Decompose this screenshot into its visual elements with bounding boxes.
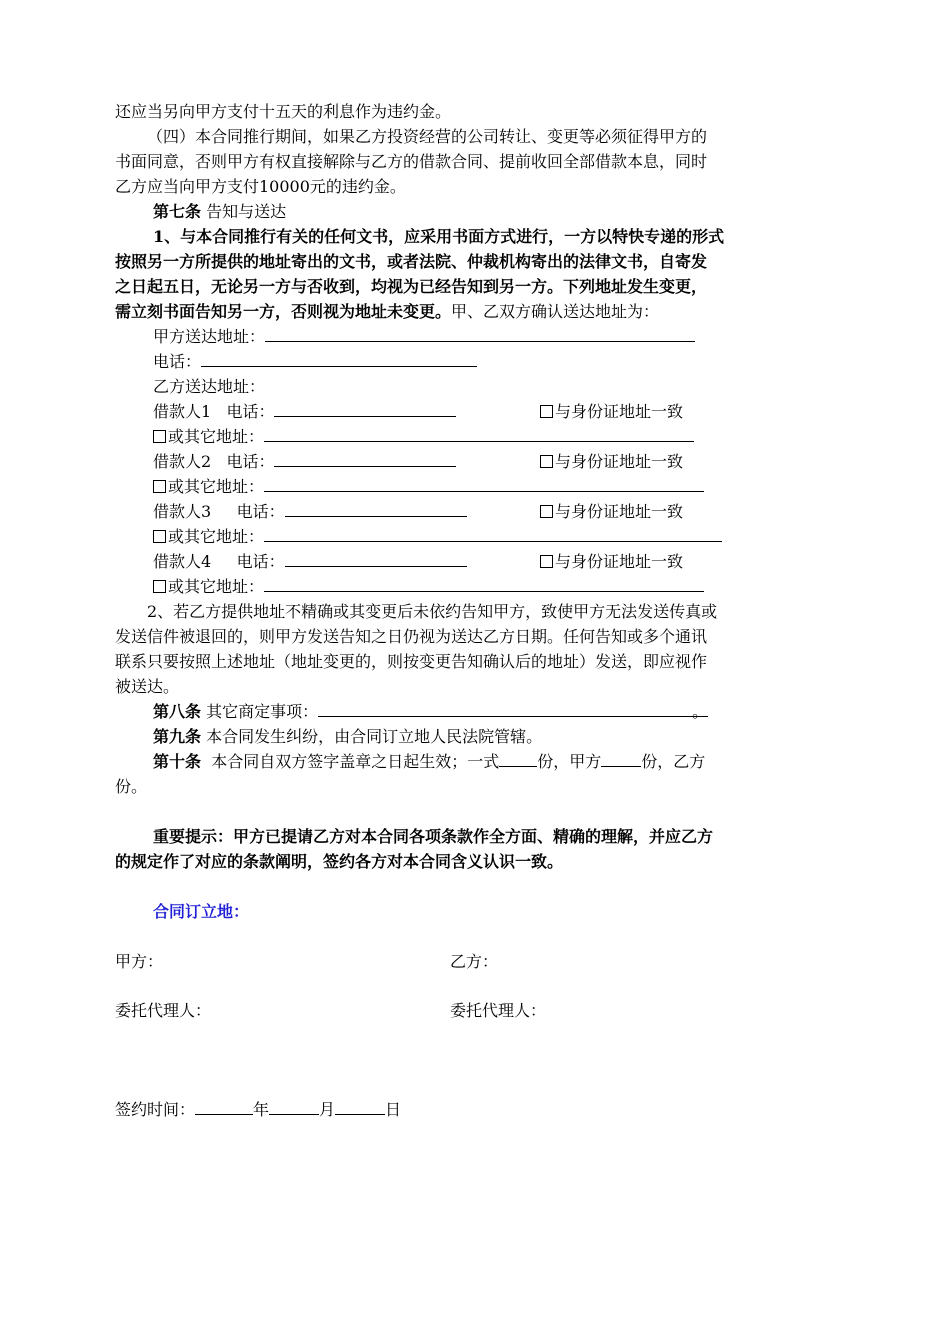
art7-c2-line4: 被送达。 [115,677,180,696]
borrower-phone-label: 电话： [236,552,285,571]
art7-c1-line3: 之日起五日，无论另一方与否收到，均视为已经告知到另一方。下列地址发生变更， [115,277,708,296]
other-address-row [153,475,704,499]
other-address-row [153,525,722,549]
borrower-label: 借款人4 [153,552,212,571]
art7-c2-line2: 发送信件被退回的，则甲方发送告知之日仍视为送达乙方日期。任何告知或多个通讯 [115,627,708,646]
article-8 [153,700,708,724]
article-7-heading [153,200,286,224]
jia-address-row [153,325,695,349]
id-same-label: 与身份证地址一致 [555,502,684,521]
article-8-end: 。 [692,702,709,721]
article-10-text: 本合同自双方签字盖章之日起生效；一式 [211,752,500,771]
jia-phone-label: 电话： [153,352,202,371]
notice-line1: 重要提示：甲方已提请乙方对本合同各项条款作全方面、精确的理解，并应乙方 [153,827,714,846]
yi-address-label: 乙方送达地址： [153,377,266,396]
other-address-label: 或其它地址： [168,477,265,496]
id-same-label: 与身份证地址一致 [555,552,684,571]
borrower-row [153,550,467,574]
borrower-phone-field[interactable] [285,550,467,567]
month-label: 月 [319,1100,336,1119]
paragraph-tail: 还应当另向甲方支付十五天的利息作为违约金。 [115,102,452,121]
agent-right-label: 委托代理人： [450,1001,547,1020]
clause-4-line2: 书面同意，否则甲方有权直接解除与乙方的借款合同、提前收回全部借款本息，同时 [115,152,708,171]
copies-jia-field[interactable] [601,750,641,767]
art7-c1-line4 [115,300,659,324]
checkbox-icon[interactable] [153,530,166,543]
borrower-phone-field[interactable] [285,500,467,517]
borrower-row [153,400,456,424]
id-same-label: 与身份证地址一致 [555,402,684,421]
sign-date-label: 签约时间： [115,1100,196,1119]
borrower-phone-field[interactable] [274,450,456,467]
notice-line2: 的规定作了对应的条款阐明，签约各方对本合同含义认识一致。 [115,852,564,871]
borrower-row [153,500,467,524]
article-8-number: 第八条 [153,702,202,721]
article-9 [153,725,542,749]
year-label: 年 [253,1100,270,1119]
other-address-label: 或其它地址： [168,527,265,546]
checkbox-icon[interactable] [540,555,553,568]
other-address-field[interactable] [264,575,704,592]
art7-c2-line1: 2、若乙方提供地址不精确或其变更后未依约告知甲方，致使甲方无法发送传真或 [147,602,718,621]
jia-phone-row [153,350,477,374]
checkbox-icon[interactable] [153,480,166,493]
borrower-label: 借款人1 [153,402,212,421]
clause-4-line3: 乙方应当向甲方支付10000元的违约金。 [115,177,406,196]
other-address-row [153,425,694,449]
other-address-field[interactable] [264,475,704,492]
copies-total-field[interactable] [499,750,537,767]
article-10-number: 第十条 [153,752,202,771]
borrower-phone-label: 电话： [226,402,275,421]
day-field[interactable] [335,1098,385,1115]
jia-phone-field[interactable] [201,350,477,367]
borrower-phone-field[interactable] [274,400,456,417]
id-same-option[interactable] [540,450,683,474]
agent-left-label: 委托代理人： [115,1001,212,1020]
checkbox-icon[interactable] [153,430,166,443]
sign-date-row [115,1098,401,1122]
party-jia-label: 甲方： [115,952,164,971]
other-matters-field[interactable] [318,700,709,721]
other-address-field[interactable] [264,525,722,542]
borrower-label: 借款人3 [153,502,212,521]
checkbox-icon[interactable] [540,505,553,518]
article-7-title: 告知与送达 [206,202,287,221]
art7-c2-line3: 联系只要按照上述地址（地址变更的，则按变更告知确认后的地址）发送，即应视作 [115,652,708,671]
art7-c1-line4-bold: 需立刻书面告知另一方，否则视为地址未变更。 [115,302,452,321]
article-8-text: 其它商定事项： [206,702,319,721]
borrower-label: 借款人2 [153,452,212,471]
art7-c1-line1: 1、与本合同推行有关的任何文书，应采用书面方式进行，一方以特快专递的形式 [153,227,725,246]
jia-address-field[interactable] [265,325,695,342]
article-9-number: 第九条 [153,727,202,746]
article-9-text: 本合同发生纠纷，由合同订立地人民法院管辖。 [206,727,543,746]
article-7-number: 第七条 [153,202,202,221]
checkbox-icon[interactable] [540,455,553,468]
checkbox-icon[interactable] [153,580,166,593]
id-same-option[interactable] [540,500,683,524]
borrower-phone-label: 电话： [236,502,285,521]
art7-c1-line2: 按照另一方所提供的地址寄出的文书，或者法院、仲裁机构寄出的法律文书，自寄发 [115,252,708,271]
id-same-option[interactable] [540,550,683,574]
jia-address-label: 甲方送达地址： [153,327,266,346]
contract-place-label: 合同订立地： [153,902,250,921]
other-address-label: 或其它地址： [168,577,265,596]
checkbox-icon[interactable] [540,405,553,418]
party-yi-label: 乙方： [450,952,499,971]
day-label: 日 [385,1100,402,1119]
article-10 [153,750,705,774]
article-10-line2: 份。 [115,777,148,796]
id-same-label: 与身份证地址一致 [555,452,684,471]
year-field[interactable] [195,1098,253,1115]
borrower-phone-label: 电话： [226,452,275,471]
article-10-text-3: 份，乙方 [641,752,706,771]
clause-4-line1: （四）本合同推行期间，如果乙方投资经营的公司转让、变更等必须征得甲方的 [147,127,708,146]
month-field[interactable] [269,1098,319,1115]
art7-c1-line4-rest: 甲、乙双方确认送达地址为： [451,302,660,321]
other-address-row [153,575,704,599]
other-address-label: 或其它地址： [168,427,265,446]
id-same-option[interactable] [540,400,683,424]
borrower-row [153,450,456,474]
article-10-text-2: 份，甲方 [537,752,602,771]
other-address-field[interactable] [264,425,694,442]
